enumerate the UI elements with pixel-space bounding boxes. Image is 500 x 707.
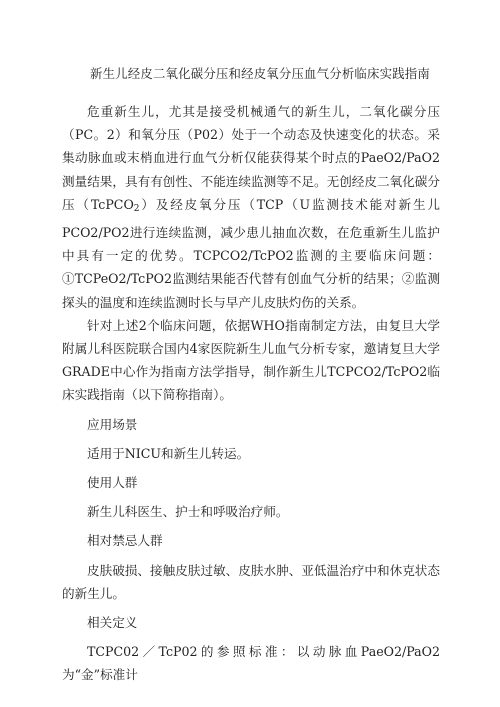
section-heading-definitions: 相关定义 <box>87 615 138 631</box>
section-heading-scenario: 应用场景 <box>87 416 138 432</box>
section-text-users: 新生儿科医生、护士和呼吸治疗师。 <box>87 504 289 520</box>
document-body <box>62 100 440 687</box>
paragraph-method: 针对上述2个临床问题，依据WHO指南制定方法，由复旦大学附属儿科医院联合国内4家医院新生儿血气分析专家，邀请复旦大学GRADE中心作为指南方法学指导，制作新生儿TCPCO2/TcPO2临床实践指南（以下简称指南）。 <box>62 317 440 403</box>
section-heading-users: 使用人群 <box>87 475 138 491</box>
paragraph-intro <box>62 100 440 314</box>
subscript-2: 2 <box>133 203 140 214</box>
section-text-definitions: TCPC02／TcP02的参照标准：以动脉血PaeO2/PaO2为“金”标准计 <box>62 644 440 683</box>
section-text-contraindications: 皮肤破损、接触皮肤过敏、皮肤水肿、亚低温治疗中和休克状态的新生儿。 <box>62 562 440 601</box>
paragraph-intro-part-1: 危重新生儿，尤其是接受机械通气的新生儿，二氧化碳分压（PC。2）和氧分压（P02）处于一个动态及快速变化的状态。采集动脉血或末梢血进行血气分析仅能获得某个时点的PaeO2/PaO2测量结果，具有有创性、不能连续监测等不足。无创经皮二氧化碳分压（TcPCO <box>62 104 440 212</box>
section-text-scenario: 适用于NICU和新生儿转运。 <box>87 445 250 461</box>
document-title: 新生儿经皮二氧化碳分压和经皮氧分压血气分析临床实践指南 <box>90 66 430 81</box>
section-heading-contraindications: 相对禁忌人群 <box>87 533 163 549</box>
paragraph-intro-part-2: ）及经皮氧分压（TCP（U监测技术能对新生儿PCO2/PO2进行连续监测，减少患儿抽血次数，在危重新生儿监护中具有一定的优势。TCPCO2/TcPO2监测的主要临床问题：①TCPeO2/TcPO2监测结果能否代替有创血气分析的结果；②监测探头的温度和连续监测时长与早产儿皮肤灼伤的关系。 <box>62 196 440 310</box>
